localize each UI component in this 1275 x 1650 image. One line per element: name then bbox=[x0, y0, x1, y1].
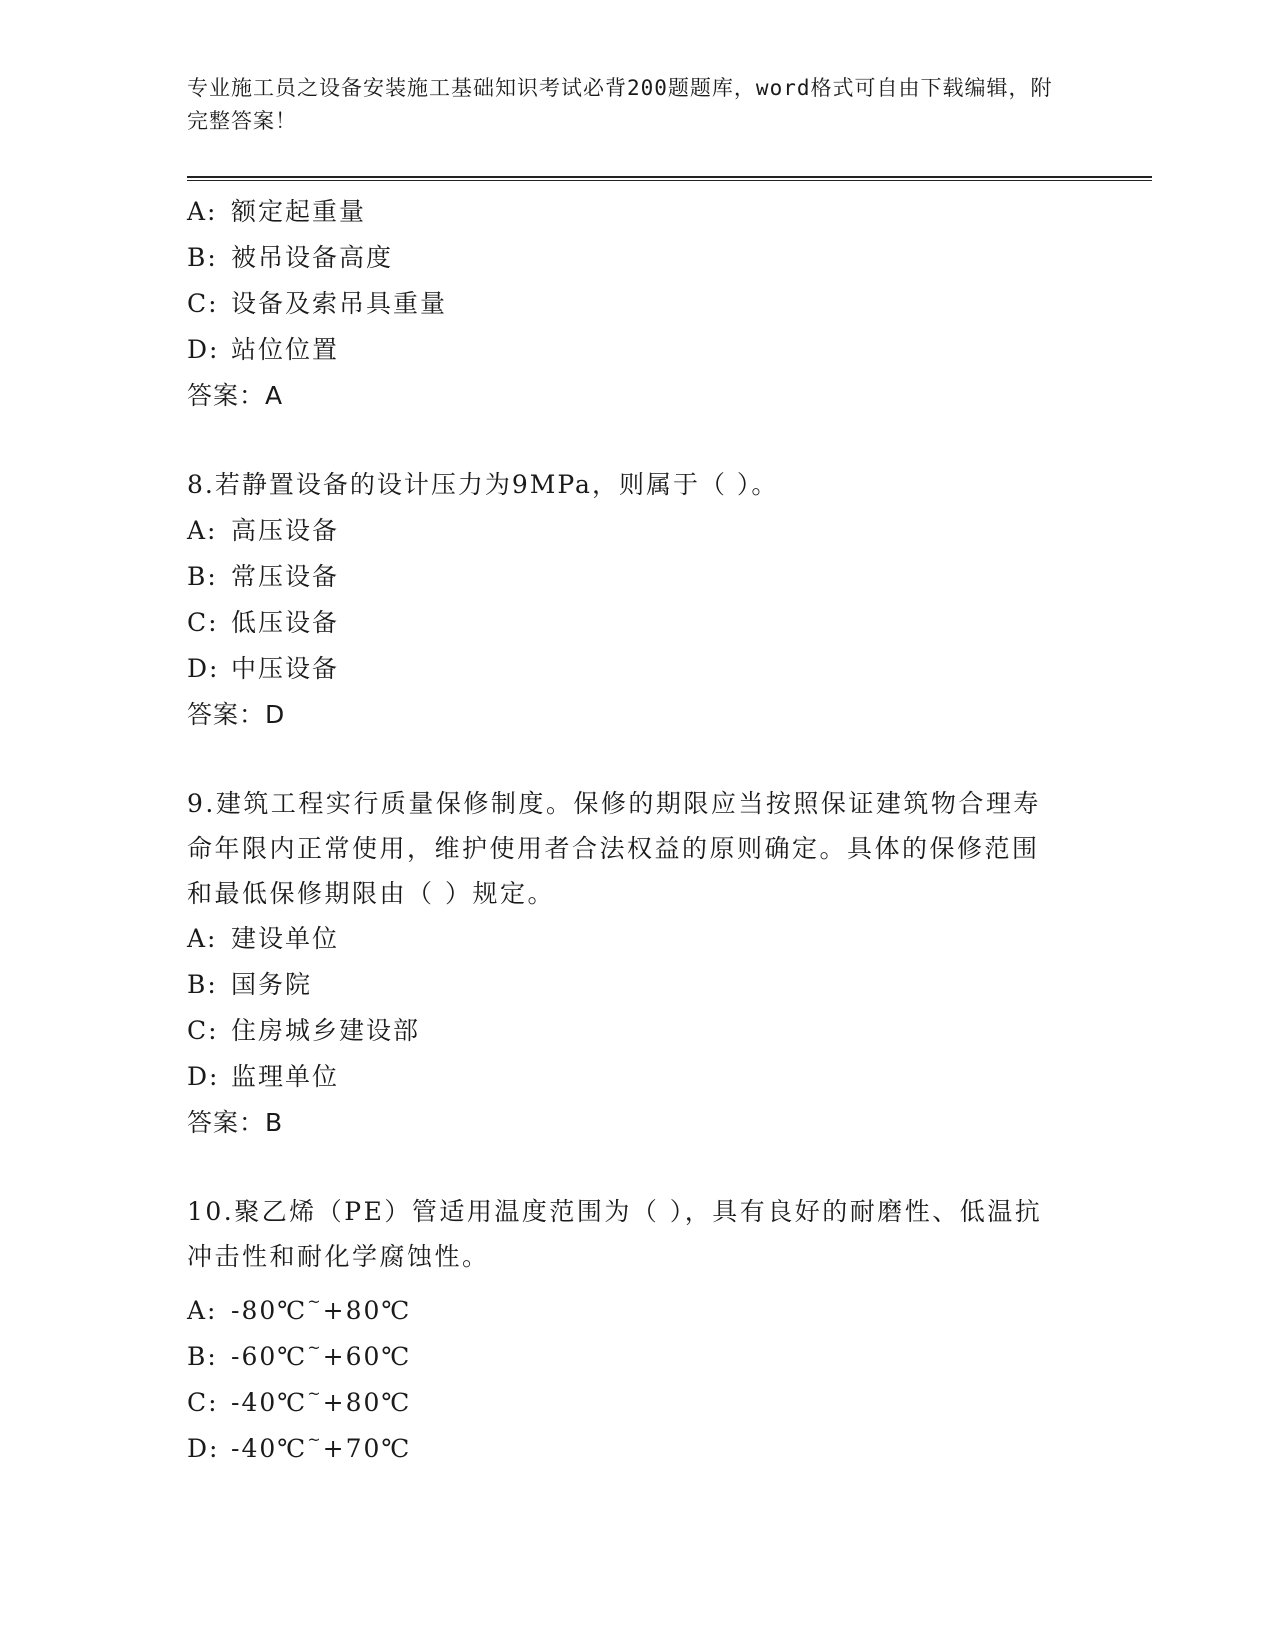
option-c: C: 设备及索吊具重量 bbox=[187, 289, 448, 318]
question-10 bbox=[187, 1189, 1152, 1463]
option-c: C: 住房城乡建设部 bbox=[187, 1016, 421, 1045]
option-d: D: 站位位置 bbox=[187, 335, 340, 364]
answer: 答案：D bbox=[187, 700, 286, 729]
question-content bbox=[187, 189, 1152, 1463]
option-b: B: 被吊设备高度 bbox=[187, 243, 394, 272]
option-b: B: 常压设备 bbox=[187, 562, 340, 591]
answer: 答案：A bbox=[187, 381, 284, 410]
question-text: 9.建筑工程实行质量保修制度。保修的期限应当按照保证建筑物合理寿命年限内正常使用，维护使用者合法权益的原则确定。具体的保修范围和最低保修期限由（ ）规定。 bbox=[187, 789, 1041, 908]
prev-question bbox=[187, 189, 1152, 419]
option-d: D: 中压设备 bbox=[187, 654, 340, 683]
question-8 bbox=[187, 462, 1152, 738]
document-header: 专业施工员之设备安装施工基础知识考试必背200题题库，word格式可自由下载编辑，附完整答案！ bbox=[187, 76, 1053, 133]
question-text: 8.若静置设备的设计压力为9MPa，则属于（ ）。 bbox=[187, 470, 779, 499]
question-text: 10.聚乙烯（PE）管适用温度范围为（ ），具有良好的耐磨性、低温抗冲击性和耐化学腐蚀性。 bbox=[187, 1197, 1043, 1271]
option-b: B: -60℃~+60℃ bbox=[187, 1338, 412, 1371]
option-c: C: -40℃~+80℃ bbox=[187, 1384, 412, 1417]
option-a: A: 高压设备 bbox=[187, 516, 340, 545]
option-b: B: 国务院 bbox=[187, 970, 313, 999]
option-a: A: 建设单位 bbox=[187, 924, 340, 953]
answer: 答案：B bbox=[187, 1108, 284, 1137]
document-page bbox=[187, 72, 1152, 1463]
option-d: D: -40℃~+70℃ bbox=[187, 1430, 412, 1463]
option-d: D: 监理单位 bbox=[187, 1062, 340, 1091]
question-9 bbox=[187, 781, 1152, 1146]
option-a: A: -80℃~+80℃ bbox=[187, 1292, 412, 1325]
option-c: C: 低压设备 bbox=[187, 608, 340, 637]
option-a: A: 额定起重量 bbox=[187, 197, 367, 226]
header-rule bbox=[187, 176, 1152, 181]
